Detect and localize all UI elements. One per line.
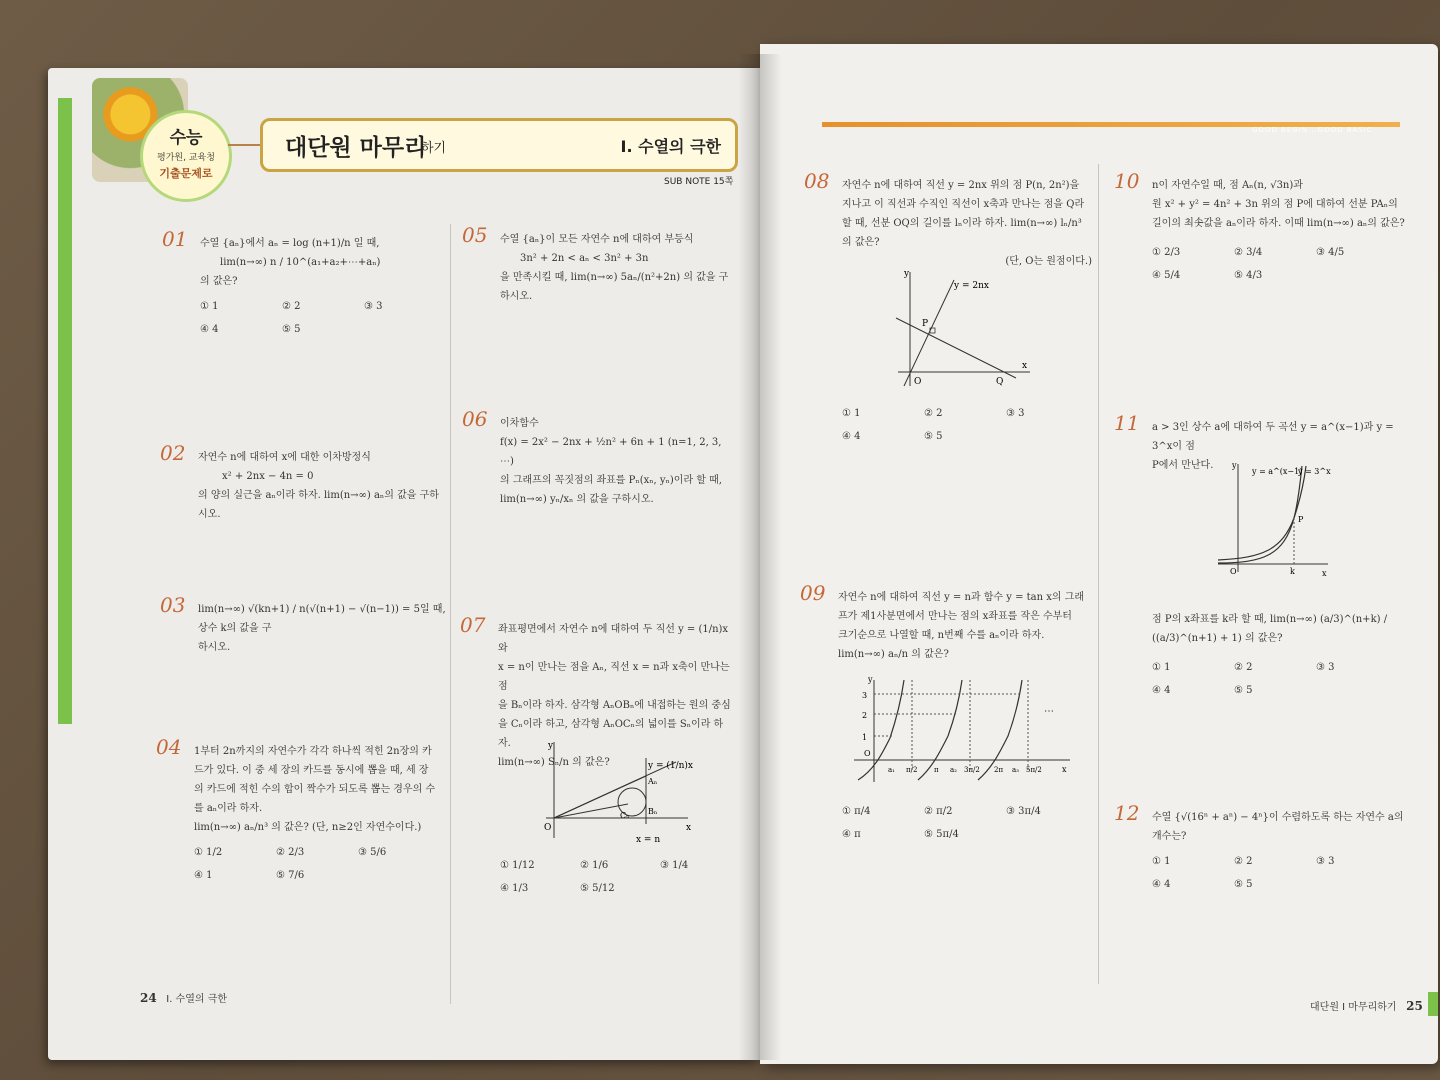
- question-02: [160, 441, 448, 524]
- y-tick-1: 1: [862, 733, 868, 742]
- question-formula: f(x) = 2x² − 2nx + ½n² + 6n + 1 (n=1, 2, 3, ⋯): [500, 437, 722, 467]
- k-label: k: [1290, 567, 1295, 576]
- x-tick-pi: π: [934, 766, 939, 774]
- curve-3-pow-x: [1218, 466, 1306, 560]
- question-text: 수열 {aₙ}에서 aₙ = log (n+1)/n 일 때,: [200, 238, 380, 249]
- question-text: x = n이 만나는 점을 Aₙ, 직선 x = n과 x축이 만나는 점: [498, 662, 730, 692]
- answer-choices: [1152, 243, 1408, 285]
- question-text: 프가 제1사분면에서 만나는 점의 x좌표를 작은 수부터: [838, 611, 1072, 622]
- question-text: 크기순으로 나열할 때, n번째 수를 aₙ이라 하자.: [838, 630, 1045, 641]
- line-y-2nx: [904, 280, 954, 386]
- choice-4[interactable]: ④ 1/3: [500, 883, 529, 894]
- y-tick-2: 2: [862, 711, 868, 720]
- origin-label: O: [1230, 567, 1237, 576]
- page-number: 24: [140, 991, 157, 1005]
- x-tick-5pi-half: 5π/2: [1026, 766, 1042, 774]
- question-04: [156, 735, 444, 885]
- question-text: a > 3인 상수 a에 대하여 두 곡선 y = a^(x−1)과 y = 3^x이 점: [1152, 422, 1394, 452]
- line-label: y = 2nx: [954, 281, 989, 291]
- q09-figure: [854, 674, 1074, 786]
- question-text: 점 P의 x좌표를 k라 할 때, lim(n→∞) (a/3)^(n+k) / ((a/3)^(n+1) + 1) 의 값은?: [1152, 614, 1388, 644]
- x-label: x: [1322, 569, 1327, 576]
- x-label: x: [1022, 361, 1028, 371]
- answer-choices: [200, 297, 440, 339]
- question-text: 좌표평면에서 자연수 n에 대하여 두 직선 y = (1/n)x와: [498, 624, 729, 654]
- choice-4[interactable]: ④ 4: [842, 431, 861, 442]
- curve-a-pow-x-minus-1: [1218, 466, 1302, 563]
- question-number: 12: [1114, 801, 1140, 825]
- choice-2[interactable]: ② 2: [1234, 856, 1253, 867]
- badge-line3: 기출문제로: [159, 167, 213, 180]
- point-B-label: Bₙ: [648, 807, 658, 816]
- question-text: 지나고 이 직선과 수직인 직선이 x축과 만나는 점을 Q라: [842, 199, 1085, 210]
- question-text: 원 x² + y² = 4n² + 3n 위의 점 P에 대하여 선분 PAₙ의: [1152, 199, 1398, 210]
- question-number: 09: [800, 581, 826, 605]
- choice-4[interactable]: ④ 4: [200, 324, 219, 335]
- y-label: y: [868, 675, 873, 684]
- question-text: 이차함수: [500, 418, 539, 429]
- choice-4[interactable]: ④ 4: [1152, 685, 1171, 696]
- question-number: 11: [1114, 411, 1140, 435]
- y-label: y: [1232, 461, 1237, 470]
- choice-1[interactable]: ① 2/3: [1152, 247, 1181, 258]
- question-text: 1부터 2n까지의 자연수가 각각 하나씩 적힌 2n장의 카: [194, 746, 432, 757]
- question-05: [462, 223, 732, 306]
- choice-2[interactable]: ② 2: [1234, 662, 1253, 673]
- choice-1[interactable]: ① 1: [1152, 856, 1171, 867]
- left-footer: [140, 990, 227, 1005]
- question-text: 의 카드에 적힌 수의 합이 짝수가 되도록 뽑는 경우의 수: [194, 784, 436, 795]
- connector-line: [228, 144, 262, 146]
- question-text: lim(n→∞) aₙ/n³ 의 값은? (단, n≥2인 자연수이다.): [194, 822, 422, 833]
- x-tick-2pi: 2π: [994, 766, 1004, 774]
- badge-line1: 수능: [169, 128, 203, 148]
- choice-3[interactable]: ③ 4/5: [1316, 247, 1345, 258]
- question-text: 수열 {√(16ⁿ + aⁿ) − 4ⁿ}이 수렴하도록 하는 자연수 a의: [1152, 812, 1404, 823]
- choice-4[interactable]: ④ 1: [194, 870, 213, 881]
- question-text: 를 aₙ이라 하자.: [194, 803, 263, 814]
- choice-2[interactable]: ② 2: [282, 301, 301, 312]
- badge-circle: [140, 110, 232, 202]
- question-text: lim(n→∞) aₙ/n 의 값은?: [838, 649, 949, 660]
- question-text: 의 그래프의 꼭짓점의 좌표를 Pₙ(xₙ, yₙ)이라 할 때,: [500, 475, 722, 486]
- green-page-edge: [58, 98, 72, 724]
- column-divider: [1098, 164, 1099, 984]
- question-text: 의 양의 실근을 aₙ이라 하자. lim(n→∞) aₙ의 값을 구하시오.: [198, 490, 439, 520]
- question-03: [160, 593, 448, 657]
- line-label: y = (1/n)x: [648, 761, 693, 771]
- choice-3[interactable]: ③ 1/4: [660, 860, 689, 871]
- x-label: x: [1062, 765, 1067, 774]
- book-gutter: [738, 54, 782, 1060]
- question-number: 02: [160, 441, 186, 465]
- question-number: 06: [462, 407, 488, 431]
- choice-1[interactable]: ① 1: [842, 408, 861, 419]
- choice-1[interactable]: ① 1/12: [500, 860, 535, 871]
- question-text: lim(n→∞) √(kn+1) / n(√(n+1) − √(n−1)) = 5일 때, 상수 k의 값을 구: [198, 604, 446, 634]
- question-text: 개수는?: [1152, 831, 1187, 842]
- question-06: [462, 407, 732, 509]
- question-09-choices: [842, 796, 1092, 844]
- question-number: 01: [162, 227, 188, 251]
- vline-label: x = n: [636, 835, 661, 845]
- y-label: y: [904, 269, 910, 279]
- question-formula: x² + 2nx − 4n = 0: [222, 471, 314, 482]
- choice-1[interactable]: ① π/4: [842, 806, 871, 817]
- question-text: 하시오.: [198, 642, 231, 653]
- question-text: 을 Cₙ이라 하고, 삼각형 AₙOCₙ의 넓이를 Sₙ이라 하자.: [498, 719, 724, 749]
- header-banner-text: GOOD BEGIN...GOOD BASIC: [1252, 126, 1373, 134]
- question-text: lim(n→∞) Sₙ/n 의 값은?: [498, 757, 610, 768]
- q07-figure: [536, 738, 696, 848]
- answer-choices: [842, 802, 1092, 844]
- right-footer: [1310, 998, 1423, 1013]
- question-09: [800, 581, 1090, 664]
- choice-5[interactable]: ⑤ 7/6: [276, 870, 305, 881]
- question-text: 드가 있다. 이 중 세 장의 카드를 동시에 뽑을 때, 세 장: [194, 765, 429, 776]
- choice-2[interactable]: ② 1/6: [580, 860, 609, 871]
- curve2-label: y = 3^x: [1298, 467, 1331, 476]
- choice-5[interactable]: ⑤ 5/12: [580, 883, 615, 894]
- q11-figure: [1212, 460, 1332, 576]
- question-text: 을 만족시킬 때, lim(n→∞) 5aₙ/(n²+2n) 의 값을 구하시오.: [500, 272, 729, 302]
- question-text: 길이의 최솟값을 aₙ이라 하자. 이때 lim(n→∞) aₙ의 값은?: [1152, 218, 1405, 229]
- point-P-label: P: [922, 319, 929, 329]
- choice-4[interactable]: ④ 5/4: [1152, 270, 1181, 281]
- segment-OA: [554, 776, 646, 818]
- point-Q-label: Q: [996, 377, 1004, 387]
- question-text: 자연수 n에 대하여 직선 y = n과 함수 y = tan x의 그래: [838, 592, 1085, 603]
- question-10: [1114, 169, 1408, 285]
- choice-3[interactable]: ③ 3: [364, 301, 383, 312]
- answer-choices: [1152, 658, 1408, 700]
- question-11-lower: [1152, 610, 1408, 700]
- point-C-label: Cₙ: [620, 811, 630, 820]
- question-number: 04: [156, 735, 182, 759]
- x-tick-pi-half: π/2: [906, 766, 918, 774]
- green-page-tab: [1428, 992, 1438, 1016]
- choice-3[interactable]: ③ 3: [1316, 662, 1335, 673]
- question-number: 07: [460, 613, 486, 637]
- left-page: [48, 68, 760, 1060]
- choice-2[interactable]: ② 2: [924, 408, 943, 419]
- question-07-choices: [500, 850, 732, 898]
- question-08: [804, 169, 1092, 271]
- question-text: lim(n→∞) yₙ/xₙ 의 값을 구하시오.: [500, 494, 654, 505]
- choice-3[interactable]: ③ 5/6: [358, 847, 387, 858]
- choice-4[interactable]: ④ π: [842, 829, 861, 840]
- q08-figure: [894, 268, 1034, 388]
- question-08-choices: [842, 398, 1092, 446]
- question-text: n이 자연수일 때, 점 Aₙ(n, √3n)과: [1152, 180, 1303, 191]
- answer-choices: [1152, 852, 1408, 894]
- x-tick-a1: a₁: [888, 766, 895, 774]
- question-formula: lim(n→∞) n / 10^(a₁+a₂+⋯+aₙ): [220, 257, 381, 268]
- footer-text: 대단원 Ⅰ 마무리하기: [1310, 1002, 1397, 1013]
- choice-5[interactable]: ⑤ 4/3: [1234, 270, 1263, 281]
- question-note: (단, O는 원점이다.): [1005, 256, 1092, 267]
- chapter-label: Ⅰ. 수열의 극한: [620, 137, 721, 156]
- x-tick-a2: a₂: [950, 766, 957, 774]
- choice-5[interactable]: ⑤ 5: [1234, 879, 1253, 890]
- choice-4[interactable]: ④ 4: [1152, 879, 1171, 890]
- choice-1[interactable]: ① 1: [200, 301, 219, 312]
- question-number: 08: [804, 169, 830, 193]
- choice-1[interactable]: ① 1/2: [194, 847, 223, 858]
- curve1-label: y = a^(x−1): [1252, 467, 1303, 476]
- choice-5[interactable]: ⑤ 5π/4: [924, 829, 959, 840]
- tan-branch-2: [918, 680, 962, 780]
- choice-3[interactable]: ③ 3: [1006, 408, 1025, 419]
- page-title: 대단원 마무리: [285, 135, 427, 161]
- origin-label: O: [914, 377, 922, 387]
- page-number: 25: [1406, 999, 1423, 1013]
- choice-2[interactable]: ② 2/3: [276, 847, 305, 858]
- origin-label: O: [544, 823, 552, 833]
- x-tick-3pi-half: 3π/2: [964, 766, 980, 774]
- x-label: x: [686, 823, 692, 833]
- ellipsis: ⋯: [1044, 706, 1054, 717]
- question-text: 의 값은?: [200, 276, 238, 287]
- question-text: 을 Bₙ이라 하자. 삼각형 AₙOBₙ에 내접하는 원의 중심: [498, 700, 731, 711]
- y-label: y: [548, 741, 554, 751]
- subnote-ref: SUB NOTE 15쪽: [664, 177, 734, 187]
- open-textbook: [48, 44, 1438, 1064]
- point-A-label: Aₙ: [648, 777, 658, 786]
- choice-2[interactable]: ② 3/4: [1234, 247, 1263, 258]
- question-formula: 3n² + 2n < aₙ < 3n² + 3n: [520, 253, 649, 264]
- answer-choices: [842, 404, 1092, 446]
- choice-2[interactable]: ② π/2: [924, 806, 953, 817]
- choice-5[interactable]: ⑤ 5: [1234, 685, 1253, 696]
- y-tick-3: 3: [862, 691, 868, 700]
- question-number: 05: [462, 223, 488, 247]
- segment-OC: [554, 804, 628, 818]
- choice-5[interactable]: ⑤ 5: [282, 324, 301, 335]
- column-divider-left: [450, 224, 451, 1004]
- question-text: P에서 만난다.: [1152, 460, 1214, 471]
- x-tick-a3: a₃: [1012, 766, 1019, 774]
- choice-3[interactable]: ③ 3π/4: [1006, 806, 1041, 817]
- question-text: 자연수 n에 대하여 직선 y = 2nx 위의 점 P(n, 2n²)을: [842, 180, 1080, 191]
- question-01: [162, 227, 440, 339]
- choice-3[interactable]: ③ 3: [1316, 856, 1335, 867]
- answer-choices: [194, 843, 444, 885]
- footer-text: Ⅰ. 수열의 극한: [166, 994, 228, 1005]
- origin-label: O: [864, 749, 871, 758]
- question-number: 03: [160, 593, 186, 617]
- page-title-suffix: 하기: [421, 141, 447, 156]
- tan-branch-3: [978, 680, 1022, 780]
- badge-line2: 평가원, 교육청: [157, 153, 215, 163]
- title-box: [260, 118, 738, 172]
- perpendicular-line: [896, 318, 1016, 378]
- question-text: 할 때, 선분 OQ의 길이를 lₙ이라 하자. lim(n→∞) lₙ/n³ 의 값은?: [842, 218, 1082, 248]
- question-text: 수열 {aₙ}이 모든 자연수 n에 대하여 부등식: [500, 234, 694, 245]
- choice-1[interactable]: ① 1: [1152, 662, 1171, 673]
- question-12: [1114, 801, 1408, 894]
- question-number: 10: [1114, 169, 1140, 193]
- choice-5[interactable]: ⑤ 5: [924, 431, 943, 442]
- question-text: 자연수 n에 대하여 x에 대한 이차방정식: [198, 452, 371, 463]
- answer-choices: [500, 856, 732, 898]
- point-P-label: P: [1298, 515, 1304, 524]
